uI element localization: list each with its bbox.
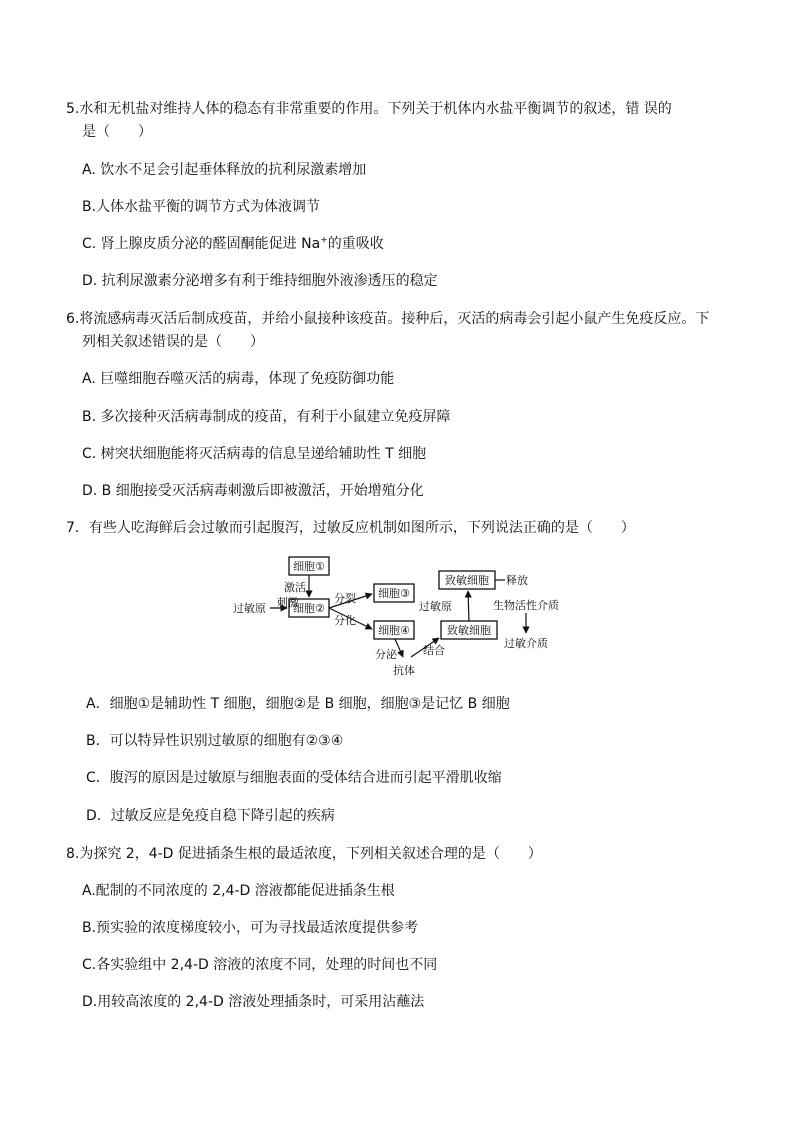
allergy-mechanism-diagram xyxy=(226,550,586,680)
label-allergen-in: 过敏原 xyxy=(233,602,266,615)
q6-stem-line2: 列相关叙述错误的是（ ） xyxy=(82,334,264,350)
q6-option-a: A. 巨噬细胞吞噬灭活的病毒，体现了免疫防御功能 xyxy=(82,371,395,387)
q7-stem: 7．有些人吃海鲜后会过敏而引起腹泻，过敏反应机制如图所示，下列说法正确的是（ ） xyxy=(66,520,635,536)
cell4-label: 细胞④ xyxy=(378,624,410,637)
label-activate: 激活 xyxy=(284,581,306,594)
q5-option-b: B.人体水盐平衡的调节方式为体液调节 xyxy=(82,199,321,215)
q8-option-a: A.配制的不同浓度的 2,4-D 溶液都能促进插条生根 xyxy=(82,883,395,899)
q5-option-a: A. 饮水不足会引起垂体释放的抗利尿激素增加 xyxy=(82,162,367,178)
label-allergic-mediator: 过敏介质 xyxy=(504,637,548,650)
label-divide: 分裂 xyxy=(334,592,356,605)
mast-cell-bottom-label: 致敏细胞 xyxy=(447,624,491,637)
q7-option-b: B．可以特异性识别过敏原的细胞有②③④ xyxy=(86,733,344,749)
q5-option-c-sup: + xyxy=(320,235,328,246)
q6-option-d: D. B 细胞接受灭活病毒刺激后即被激活，开始增殖分化 xyxy=(82,483,424,499)
q8-option-d: D.用较高浓度的 2,4-D 溶液处理插条时，可采用沾蘸法 xyxy=(82,994,425,1010)
q7-option-a: A．细胞①是辅助性 T 细胞，细胞②是 B 细胞，细胞③是记忆 B 细胞 xyxy=(86,696,510,712)
label-allergen-mid: 过敏原 xyxy=(419,600,452,613)
cell2-label: 细胞② xyxy=(293,602,325,615)
q5-stem-line1: 5.水和无机盐对维持人体的稳态有非常重要的作用。下列关于机体内水盐平衡调节的叙述，错 误的 xyxy=(66,101,672,117)
q5-option-c xyxy=(82,235,384,253)
q5-option-c-post: 的重吸收 xyxy=(327,236,384,252)
cell3-label: 细胞③ xyxy=(378,587,410,600)
label-differentiate: 分化 xyxy=(334,614,356,627)
q5-option-c-pre: C. 肾上腺皮质分泌的醛固酮能促进 Na xyxy=(82,236,321,252)
cell1-label: 细胞① xyxy=(293,560,325,573)
label-antibody: 抗体 xyxy=(393,664,415,677)
label-release: 释放 xyxy=(506,574,528,587)
q6-option-b: B. 多次接种灭活病毒制成的疫苗，有利于小鼠建立免疫屏障 xyxy=(82,409,451,425)
q8-option-b: B.预实验的浓度梯度较小，可为寻找最适浓度提供参考 xyxy=(82,920,419,936)
label-secrete: 分泌 xyxy=(375,648,397,661)
q6-option-c: C. 树突状细胞能将灭活病毒的信息呈递给辅助性 T 细胞 xyxy=(82,446,427,462)
label-stimulate: 刺激 xyxy=(277,596,299,609)
arrow-mast-up xyxy=(468,591,469,621)
mast-cell-top-label: 致敏细胞 xyxy=(445,574,489,587)
q8-option-c: C.各实验组中 2,4-D 溶液的浓度不同，处理的时间也不同 xyxy=(82,957,438,973)
q7-option-d: D．过敏反应是免疫自稳下降引起的疾病 xyxy=(86,808,335,824)
q5-option-d: D. 抗利尿激素分泌增多有利于维持细胞外液渗透压的稳定 xyxy=(82,273,438,289)
q7-option-c: C．腹泻的原因是过敏原与细胞表面的受体结合进而引起平滑肌收缩 xyxy=(86,770,502,786)
q6-stem-line1: 6.将流感病毒灭活后制成疫苗，并给小鼠接种该疫苗。接种后，灭活的病毒会引起小鼠产生免疫反应。下 xyxy=(66,311,710,327)
label-bioactive-mediator: 生物活性介质 xyxy=(493,599,559,612)
q8-stem: 8.为探究 2，4-D 促进插条生根的最适浓度，下列相关叙述合理的是（ ） xyxy=(66,846,542,862)
q5-stem-line2: 是（ ） xyxy=(82,124,152,140)
label-bind: 结合 xyxy=(423,644,445,657)
